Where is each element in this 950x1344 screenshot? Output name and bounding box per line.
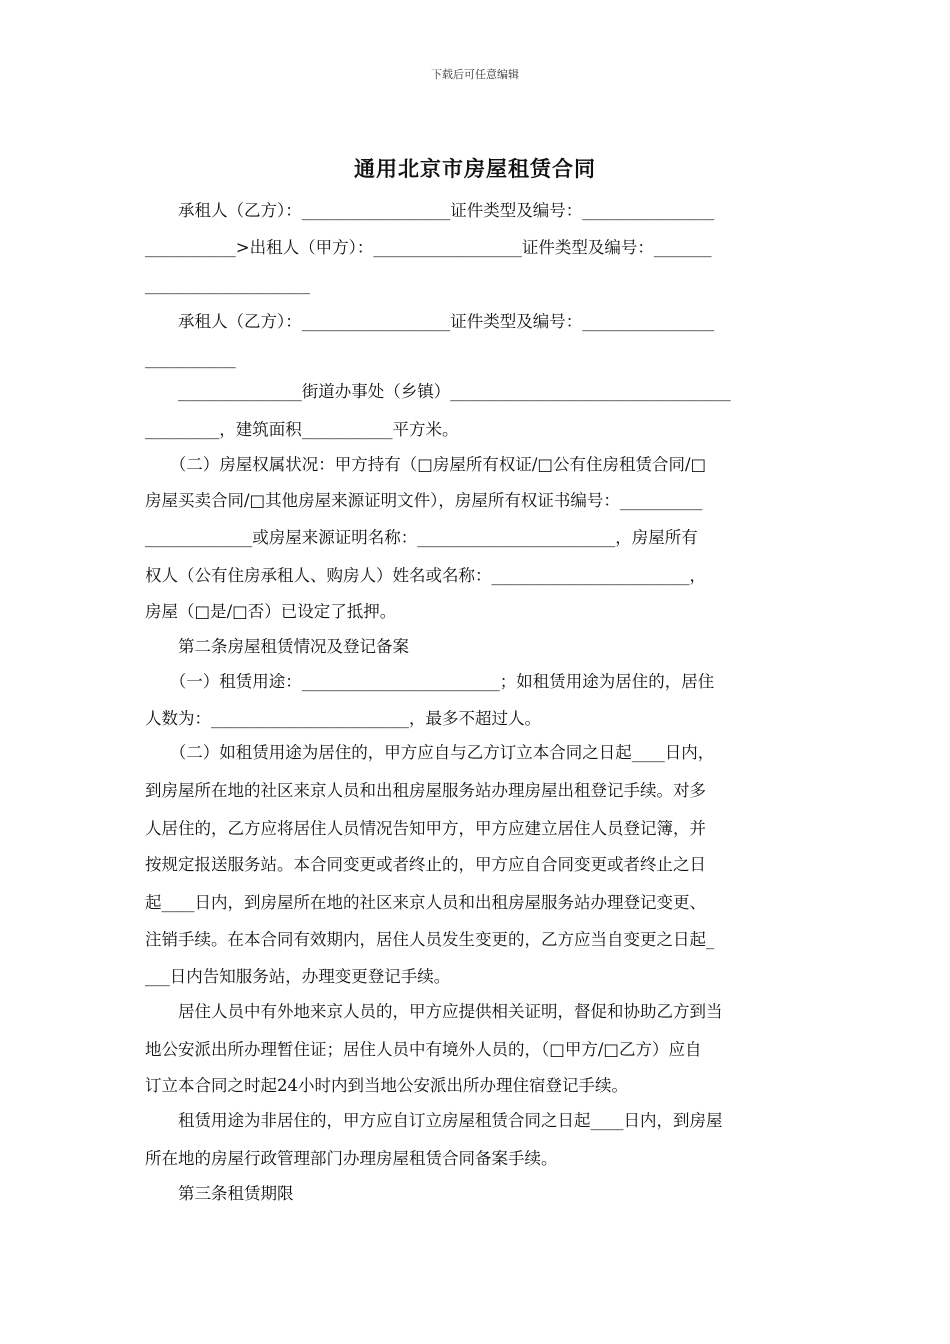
text-line: 房屋买卖合同/□其他房屋来源证明文件），房屋所有权证书编号：__________	[145, 491, 703, 510]
text-line: _________，建筑面积___________平方米。	[145, 420, 459, 439]
text-line: 房屋（□是/□否）已设定了抵押。	[145, 602, 397, 621]
text-line: 权人（公有住房承租人、购房人）姓名或名称：________________________，	[145, 566, 706, 585]
text-line: 承租人（乙方）：__________________证件类型及编号：________________	[145, 201, 715, 220]
text-line: 订立本合同之时起24小时内到当地公安派出所办理住宿登记手续。	[145, 1076, 628, 1095]
text-line: （二）如租赁用途为居住的，甲方应自与乙方订立本合同之日起____日内，	[145, 743, 715, 762]
text-line: ___日内告知服务站，办理变更登记手续。	[145, 967, 451, 986]
text-line: 人居住的，乙方应将居住人员情况告知甲方，甲方应建立居住人员登记簿，并	[145, 819, 706, 838]
text-line: 租赁用途为非居住的，甲方应自订立房屋租赁合同之日起____日内，到房屋	[145, 1111, 723, 1130]
text-line: ___________>出租人（甲方）：__________________证件类型及编号：_______	[145, 238, 712, 257]
text-line: （一）租赁用途：________________________；如租赁用途为居住的，居住	[145, 672, 715, 691]
text-line: 第三条租赁期限	[145, 1184, 294, 1203]
text-line: （二）房屋权属状况：甲方持有（□房屋所有权证/□公有住房租赁合同/□	[145, 455, 707, 474]
text-line: 按规定报送服务站。本合同变更或者终止的，甲方应自合同变更或者终止之日	[145, 855, 706, 874]
text-line: _____________或房屋来源证明名称：________________________，房屋所有	[145, 528, 698, 547]
text-line: 到房屋所在地的社区来京人员和出租房屋服务站办理房屋出租登记手续。对多	[145, 781, 706, 800]
text-line: 起____日内，到房屋所在地的社区来京人员和出租房屋服务站办理登记变更、	[145, 893, 706, 912]
document-title: 通用北京市房屋租赁合同	[354, 156, 596, 181]
text-line: _______________街道办事处（乡镇）__________________________________	[145, 382, 731, 401]
text-line: ____________________	[145, 275, 310, 294]
header-note: 下载后可任意编辑	[431, 68, 519, 81]
text-line: 承租人（乙方）：__________________证件类型及编号：________________	[145, 312, 715, 331]
text-line: 地公安派出所办理暂住证；居住人员中有境外人员的，（□甲方/□乙方）应自	[145, 1040, 702, 1059]
text-line: 居住人员中有外地来京人员的，甲方应提供相关证明，督促和协助乙方到当	[145, 1002, 723, 1021]
text-line: 所在地的房屋行政管理部门办理房屋租赁合同备案手续。	[145, 1149, 558, 1168]
text-line: 第二条房屋租赁情况及登记备案	[145, 637, 409, 656]
text-line: ___________	[145, 349, 236, 368]
text-line: 注销手续。在本合同有效期内，居住人员发生变更的，乙方应当自变更之日起_	[145, 930, 715, 949]
text-line: 人数为：________________________，最多不超过人。	[145, 709, 541, 728]
